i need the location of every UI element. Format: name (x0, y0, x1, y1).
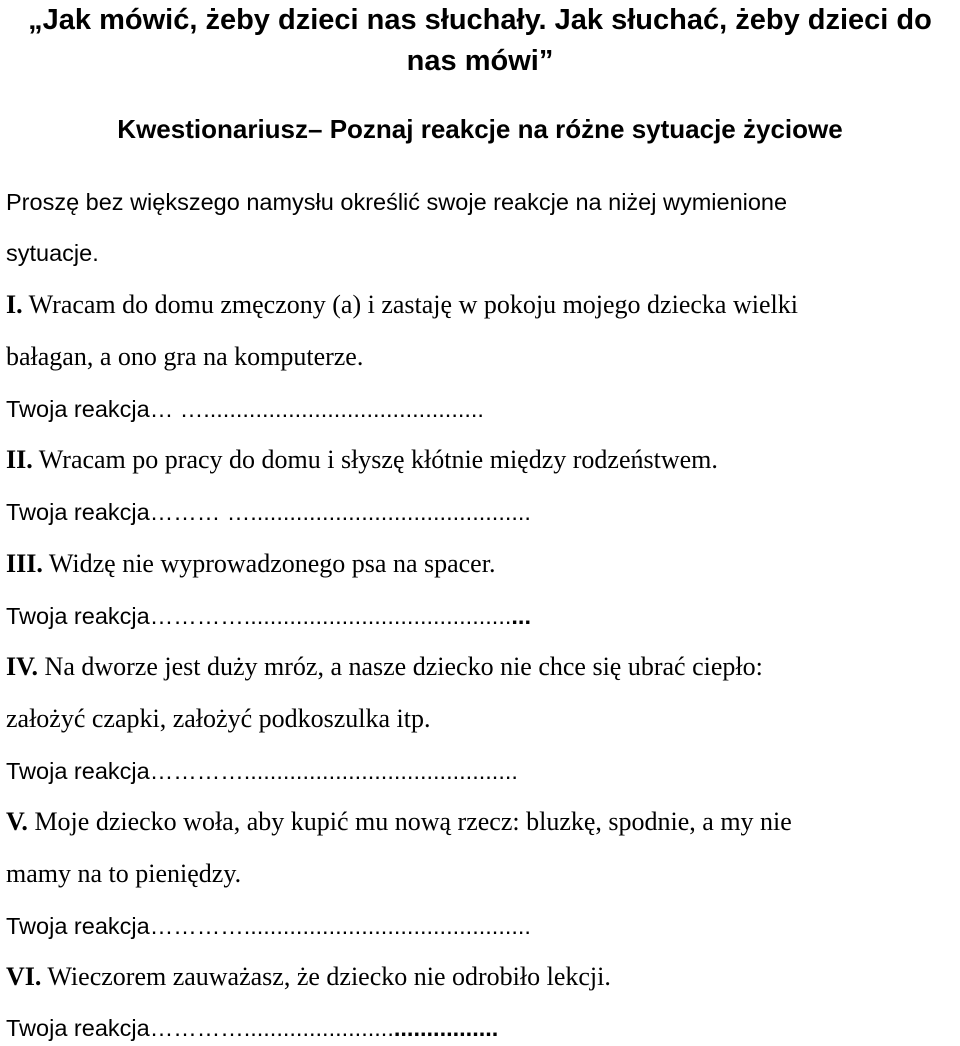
situation-4 (6, 651, 763, 683)
reaction-label: Twoja reakcja (6, 396, 150, 422)
situation-5 (6, 806, 792, 838)
situation-text: Widzę nie wyprowadzonego psa na spacer. (42, 549, 496, 578)
reaction-field-1[interactable] (6, 393, 484, 425)
reaction-dots-bold: ................ (393, 1015, 499, 1041)
reaction-label: Twoja reakcja (6, 603, 150, 629)
reaction-label: Twoja reakcja (6, 913, 150, 939)
situation-6 (6, 961, 611, 993)
reaction-field-5[interactable] (6, 910, 531, 942)
reaction-label: Twoja reakcja (6, 758, 150, 784)
reaction-field-4[interactable] (6, 755, 518, 787)
situation-number: III. (6, 549, 43, 578)
intro-line-1: Proszę bez większego namysłu określić swoje reakcje na niżej wymienione (6, 189, 788, 215)
situation-3 (6, 548, 495, 580)
document-title: „Jak mówić, żeby dzieci nas słuchały. Jak słuchać, żeby dzieci do nas mówi” (28, 4, 932, 77)
situation-5-cont: mamy na to pieniędzy. (6, 859, 242, 888)
reaction-field-2[interactable] (6, 496, 531, 528)
situation-number: IV. (6, 652, 39, 681)
reaction-label: Twoja reakcja (6, 1015, 150, 1041)
reaction-dots: ………….......................................... (149, 758, 518, 784)
situation-number: II. (6, 445, 33, 474)
situation-1-cont: bałagan, a ono gra na komputerze. (6, 342, 364, 371)
situation-4-cont: założyć czapki, założyć podkoszulka itp. (6, 704, 431, 733)
situation-number: V. (6, 807, 28, 836)
situation-1 (6, 289, 798, 321)
questionnaire-subtitle: Kwestionariusz– Poznaj reakcje na różne sytuacje życiowe (117, 114, 843, 144)
situation-text: Wracam do domu zmęczony (a) i zastaję w pokoju mojego dziecka wielki (22, 290, 798, 319)
reaction-dots: …………............................................ (149, 913, 531, 939)
situation-number: I. (6, 290, 23, 319)
reaction-dots: … …........................................... (149, 396, 484, 422)
reaction-field-3[interactable] (6, 600, 531, 632)
situation-2 (6, 444, 718, 476)
situation-text: Wracam po pracy do domu i słyszę kłótnie między rodzeństwem. (32, 445, 718, 474)
situation-text: Na dworze jest duży mróz, a nasze dziecko nie chce się ubrać ciepło: (38, 652, 763, 681)
situation-text: Wieczorem zauważasz, że dziecko nie odrobiło lekcji. (41, 962, 611, 991)
situation-text: Moje dziecko woła, aby kupić mu nową rzecz: bluzkę, spodnie, a my nie (27, 807, 792, 836)
reaction-dots: ……… …........................................... (149, 499, 531, 525)
reaction-field-6[interactable] (6, 1012, 498, 1044)
situation-number: VI. (6, 962, 42, 991)
reaction-dots-bold: ... (511, 603, 531, 629)
reaction-label: Twoja reakcja (6, 499, 150, 525)
intro-line-2: sytuacje. (6, 240, 99, 266)
reaction-dots: …………....................... (149, 1015, 394, 1041)
reaction-dots: …………......................................... (149, 603, 512, 629)
